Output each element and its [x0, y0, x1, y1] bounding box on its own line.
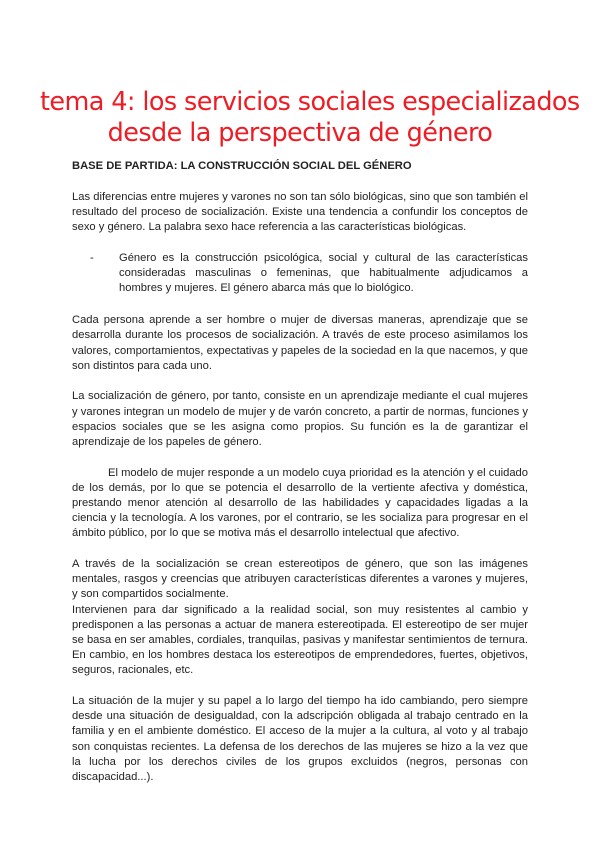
paragraph-situation-of-women: La situación de la mujer y su papel a lo largo del tiempo ha ido cambiando, pero siempre desde una situación de desigualdad, con la adscripción obligada al trabajo centrado en la familia y en el ambiente doméstico. El acceso de la mujer a la cultura, al voto y al trabajo son conquistas recientes. La defensa de los derechos de las mujeres se hizo a la vez que la lucha por los derechos civiles de los grupos excluidos (negros, personas con discapacidad...). [72, 695, 528, 784]
section-heading: BASE DE PARTIDA: LA CONSTRUCCIÓN SOCIAL DEL GÉNERO [72, 160, 412, 172]
paragraph-gender-socialization: La socialización de género, por tanto, consiste en un aprendizaje mediante el cual mujeres y varones integran un modelo de mujer y de varón concreto, a partir de normas, funciones y espacios sociales que se les asigna como propios. Su función es la de garantizar el aprendizaje de los papeles de género. [72, 390, 528, 449]
page-title-line-1: tema 4: los servicios sociales especializados [40, 87, 580, 117]
paragraph-model-of-woman: El modelo de mujer responde a un modelo cuya prioridad es la atención y el cuidado de los demás, por lo que se potencia el desarrollo de la vertiente afectiva y doméstica, prestando menor atención al desarrollo de las habilidades y capacidades ligadas a la ciencia y la tecnología. A los varones, por el contrario, se les socializa para progresar en el ámbito público, por lo que se motiva más el desarrollo intelectual que afectivo. [72, 466, 528, 540]
gender-definition-text: Género es la construcción psicológica, social y cultural de las características consideradas masculinas o femeninas, que habitualmente adjudicamos a hombres y mujeres. El género abarca más que lo biológico. [119, 251, 528, 294]
page-title-line-2: desde la perspectiva de género [107, 118, 493, 148]
document-body [72, 159, 528, 801]
paragraph-socialization: Cada persona aprende a ser hombre o mujer de diversas maneras, aprendizaje que se desarrolla durante los procesos de socialización. A través de este proceso asimilamos los valores, comportamientos, expectativas y papeles de la sociedad en la que nacemos, y que son distintos para cada uno. [72, 314, 528, 372]
bullet-marker: - [90, 251, 94, 264]
paragraph-stereotypes: A través de la socialización se crean estereotipos de género, que son las imágenes mentales, rasgos y creencias que atribuyen características diferentes a varones y mujeres, y son compartidos socialmente. [72, 558, 528, 601]
intro-paragraph: Las diferencias entre mujeres y varones no son tan sólo biológicas, sino que son también el resultado del proceso de socialización. Existe una tendencia a confundir los conceptos de sexo y género. La palabra sexo hace referencia a las características biológicas. [72, 190, 528, 233]
gender-definition-item [90, 251, 528, 297]
paragraph-stereotype-effects: Intervienen para dar significado a la realidad social, son muy resistentes al cambio y predisponen a las personas a actuar de manera estereotipada. El estereotipo de ser mujer se basa en ser amables, cordiales, tranquilas, pasivas y manifestar sentimientos de ternura. En cambio, en los hombres destaca los estereotipos de emprendedores, fuertes, objetivos, seguros, racionales, etc. [72, 603, 528, 677]
